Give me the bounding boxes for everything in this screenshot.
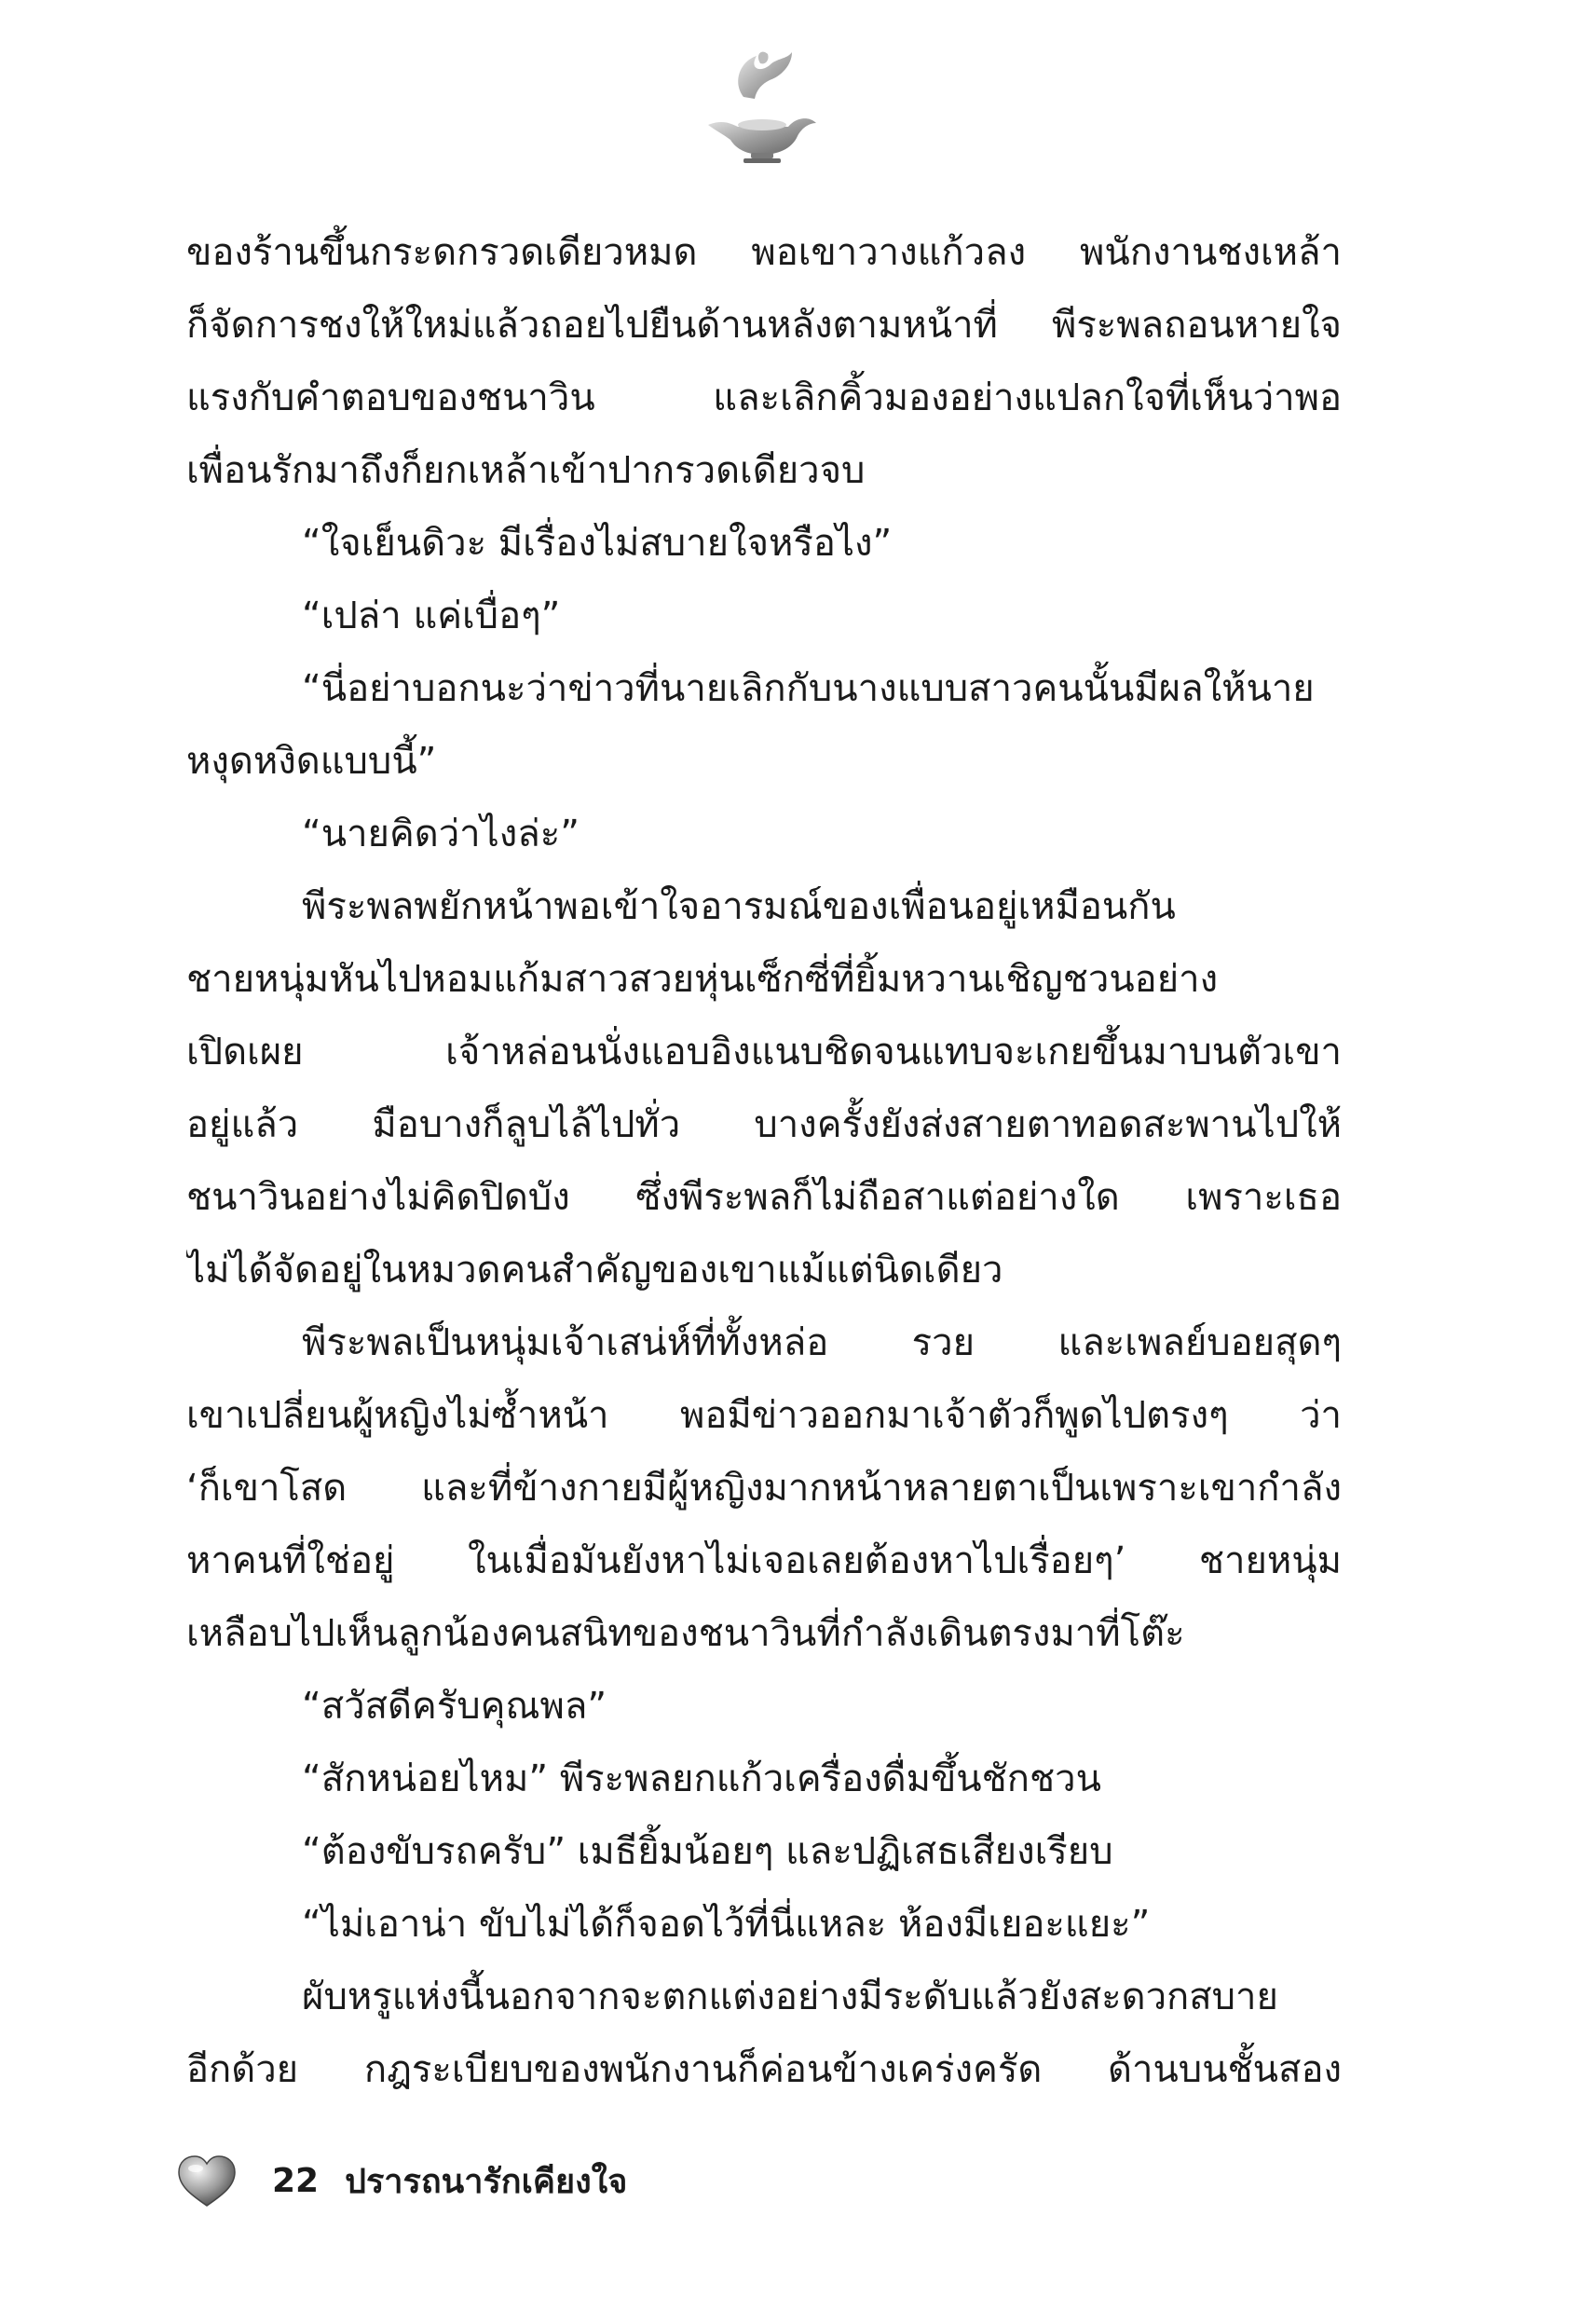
text-line: ไม่ได้จัดอยู่ในหมวดคนสำคัญของเขาแม้แต่นิดเดียว (186, 1249, 1003, 1292)
text-line: เหลือบไปเห็นลูกน้องคนสนิทของชนาวินที่กำลังเดินตรงมาที่โต๊ะ (186, 1612, 1185, 1655)
text-line: ของร้านขึ้นกระดกรวดเดียวหมด พอเขาวางแก้วลง พนักงานชงเหล้า (186, 231, 1342, 274)
text-line: “สักหน่อยไหม” พีระพลยกแก้วเครื่องดื่มขึ้นชักชวน (302, 1757, 1101, 1800)
page-number: 22 (272, 2161, 320, 2200)
text-line: พีระพลเป็นหนุ่มเจ้าเสน่ห์ที่ทั้งหล่อ รวย และเพลย์บอยสุดๆ (302, 1321, 1342, 1364)
text-line: “ใจเย็นดิวะ มีเรื่องไม่สบายใจหรือไง” (302, 522, 893, 565)
text-line: ก็จัดการชงให้ใหม่แล้วถอยไปยืนด้านหลังตามหน้าที่ พีระพลถอนหายใจ (186, 304, 1342, 347)
text-line: หงุดหงิดแบบนี้” (186, 740, 437, 783)
text-line: ชายหนุ่มหันไปหอมแก้มสาวสวยหุ่นเซ็กซี่ที่ยิ้มหวานเชิญชวนอย่าง (186, 958, 1219, 1001)
text-line: หาคนที่ใช่อยู่ ในเมื่อมันยังหาไม่เจอเลยต้องหาไปเรื่อยๆ’ ชายหนุ่ม (186, 1539, 1342, 1582)
book-title: ปรารถนารักเคียงใจ (345, 2162, 628, 2201)
text-line: ‘ก็เขาโสด และที่ข้างกายมีผู้หญิงมากหน้าหลายตาเป็นเพราะเขากำลัง (186, 1467, 1342, 1510)
page-footer (175, 2143, 1014, 2218)
text-line: เปิดเผย เจ้าหล่อนนั่งแอบอิงแนบชิดจนแทบจะเกยขึ้นมาบนตัวเขา (186, 1031, 1342, 1073)
heart-icon (175, 2154, 239, 2208)
page-body (186, 216, 1342, 2117)
text-line: เพื่อนรักมาถึงก็ยกเหล้าเข้าปากรวดเดียวจบ (186, 449, 866, 492)
text-line: เขาเปลี่ยนผู้หญิงไม่ซ้ำหน้า พอมีข่าวออกมาเจ้าตัวก็พูดไปตรงๆ ว่า (186, 1394, 1342, 1437)
text-line: แรงกับคำตอบของชนาวิน และเลิกคิ้วมองอย่างแปลกใจที่เห็นว่าพอ (186, 376, 1342, 419)
text-line: “ต้องขับรถครับ” เมธียิ้มน้อยๆ และปฏิเสธเสียงเรียบ (302, 1830, 1113, 1873)
text-line: “สวัสดีครับคุณพล” (302, 1685, 607, 1728)
text-line: “ไม่เอาน่า ขับไม่ได้ก็จอดไว้ที่นี่แหละ ห้องมีเยอะแยะ” (302, 1903, 1151, 1946)
text-line: ผับหรูแห่งนี้นอกจากจะตกแต่งอย่างมีระดับแล้วยังสะดวกสบาย (302, 1976, 1278, 2018)
text-line: อยู่แล้ว มือบางก็ลูบไล้ไปทั่ว บางครั้งยังส่งสายตาทอดสะพานไปให้ (186, 1103, 1342, 1146)
text-line: “นี่อย่าบอกนะว่าข่าวที่นายเลิกกับนางแบบสาวคนนั้นมีผลให้นาย (302, 667, 1315, 710)
genie-lamp-icon (695, 45, 825, 166)
text-line: “เปล่า แค่เบื่อๆ” (302, 595, 561, 637)
text-line: อีกด้วย กฎระเบียบของพนักงานก็ค่อนข้างเคร่งครัด ด้านบนชั้นสอง (186, 2048, 1342, 2091)
text-line: พีระพลพยักหน้าพอเข้าใจอารมณ์ของเพื่อนอยู่เหมือนกัน (302, 885, 1176, 928)
text-line: ชนาวินอย่างไม่คิดปิดบัง ซึ่งพีระพลก็ไม่ถือสาแต่อย่างใด เพราะเธอ (186, 1176, 1342, 1219)
text-line: “นายคิดว่าไงล่ะ” (302, 813, 580, 855)
